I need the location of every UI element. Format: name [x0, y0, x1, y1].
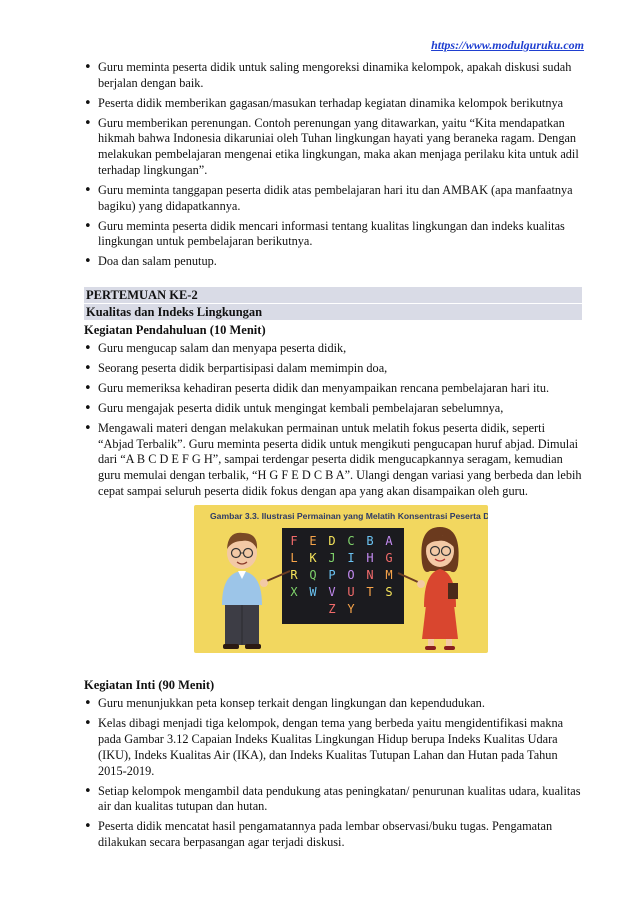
board-letter: L [290, 551, 298, 566]
board-letter: H [366, 551, 374, 566]
list-item: • Guru memberikan perenungan. Contoh perenungan yang ditawarkan, yaitu “Kita mendapatkan hikmah bahwa Indonesia dikaruniai oleh Tuhan lingkungan hayati yang beraneka ragam. Dengan melakukan pembelajaran mengenai etika lingkungan, maka akan menjaga perilaku kita untuk adil terhadap lingkungan”. [84, 116, 582, 179]
pendahuluan-list [84, 341, 582, 500]
list-item: • Seorang peserta didik berpartisipasi dalam memimpin doa, [84, 361, 582, 377]
board-letter: U [347, 585, 355, 600]
list-item: • Guru memeriksa kehadiran peserta didik dan menyampaikan rencana pembelajaran hari itu. [84, 381, 582, 397]
list-item: • Guru mengajak peserta didik untuk mengingat kembali pembelajaran sebelumnya, [84, 401, 582, 417]
board-letter: I [347, 551, 355, 566]
board-letter: O [347, 568, 355, 583]
board-letter: G [385, 551, 393, 566]
list-item: • Doa dan salam penutup. [84, 254, 582, 270]
board-letter: J [328, 551, 336, 566]
board-letter: Q [309, 568, 317, 583]
board-letter: D [328, 534, 336, 549]
illustration-figure [194, 505, 488, 653]
board-letter: R [290, 568, 298, 583]
board-letter: W [309, 585, 317, 600]
list-item: • Kelas dibagi menjadi tiga kelompok, dengan tema yang berbeda yaitu mengidentifikasi makna pada Gambar 3.12 Capaian Indeks Kualitas Lingkungan Hidup berupa Indeks Kualitas Udara (IKU), Indeks Kualitas Air (IKA), dan Indeks Kualitas Tutupan Lahan dan Hutan pada Tahun 2015-2019. [84, 716, 582, 779]
board-letter: Z [328, 602, 336, 617]
board-letter: S [385, 585, 393, 600]
list-item: • Mengawali materi dengan melakukan permainan untuk melatih fokus peserta didik, seperti “Abjad Terbalik”. Guru meminta peserta didik untuk mengikuti pengucapan huruf abjad. Dimulai dari “A B C D E F G H”, sampai terdengar peserta didik mengucapkannya seragam, kemudian guru memulai dengan terbalik, “H G F E D C B A”. Ulangi dengan variasi yang berbeda dan lebih cepat sampai seluruh peserta didik fokus dengan apa yang akan disampaikan oleh guru. [84, 421, 582, 500]
figure-caption: Gambar 3.3. Ilustrasi Permainan yang Melatih Konsentrasi Peserta Didik. [210, 511, 488, 522]
board-letter: E [309, 534, 317, 549]
board-letter: Y [347, 602, 355, 617]
intro-list [84, 60, 582, 270]
website-link[interactable]: https://www.modulguruku.com [431, 38, 584, 52]
page-content [84, 60, 582, 855]
list-item: • Guru meminta peserta didik mencari informasi tentang kualitas lingkungan dan indeks kualitas lingkungan untuk pembelajaran berikutnya. [84, 219, 582, 250]
list-item: • Guru mengucap salam dan menyapa peserta didik, [84, 341, 582, 357]
board-letter: P [328, 568, 336, 583]
list-item: • Setiap kelompok mengambil data pendukung atas peningkatan/ penurunan kualitas udara, kualitas air dan kualitas tutupan dan hutan. [84, 784, 582, 815]
board-letter: A [385, 534, 393, 549]
list-item: • Guru meminta peserta didik untuk saling mengoreksi dinamika kelompok, apakah diskusi sudah berjalan dengan baik. [84, 60, 582, 91]
list-item: • Peserta didik memberikan gagasan/masukan terhadap kegiatan dinamika kelompok berikutnya [84, 96, 582, 112]
inti-heading: Kegiatan Inti (90 Menit) [84, 678, 215, 693]
board-letter: T [366, 585, 374, 600]
board-letter: K [309, 551, 317, 566]
board-letter: F [290, 534, 298, 549]
board-letter: V [328, 585, 336, 600]
board-letter: N [366, 568, 374, 583]
list-item: • Guru menunjukkan peta konsep terkait dengan lingkungan dan kependudukan. [84, 696, 582, 712]
board-letter: C [347, 534, 355, 549]
meeting-title: PERTEMUAN KE-2 [84, 287, 582, 304]
list-item: • Peserta didik mencatat hasil pengamatannya pada lembar observasi/buku tugas. Pengamatan dilakukan secara berpasangan agar terjadi diskusi. [84, 819, 582, 850]
illustration-svg [194, 505, 488, 653]
board-letter: M [385, 568, 393, 583]
meeting-topic: Kualitas dan Indeks Lingkungan [84, 304, 582, 321]
inti-list [84, 696, 582, 850]
board-letter: B [366, 534, 374, 549]
board-letter: X [290, 585, 298, 600]
list-item: • Guru meminta tanggapan peserta didik atas pembelajaran hari itu dan AMBAK (apa manfaatnya bagiku) yang didapatkannya. [84, 183, 582, 214]
pendahuluan-heading: Kegiatan Pendahuluan (10 Menit) [84, 322, 266, 337]
